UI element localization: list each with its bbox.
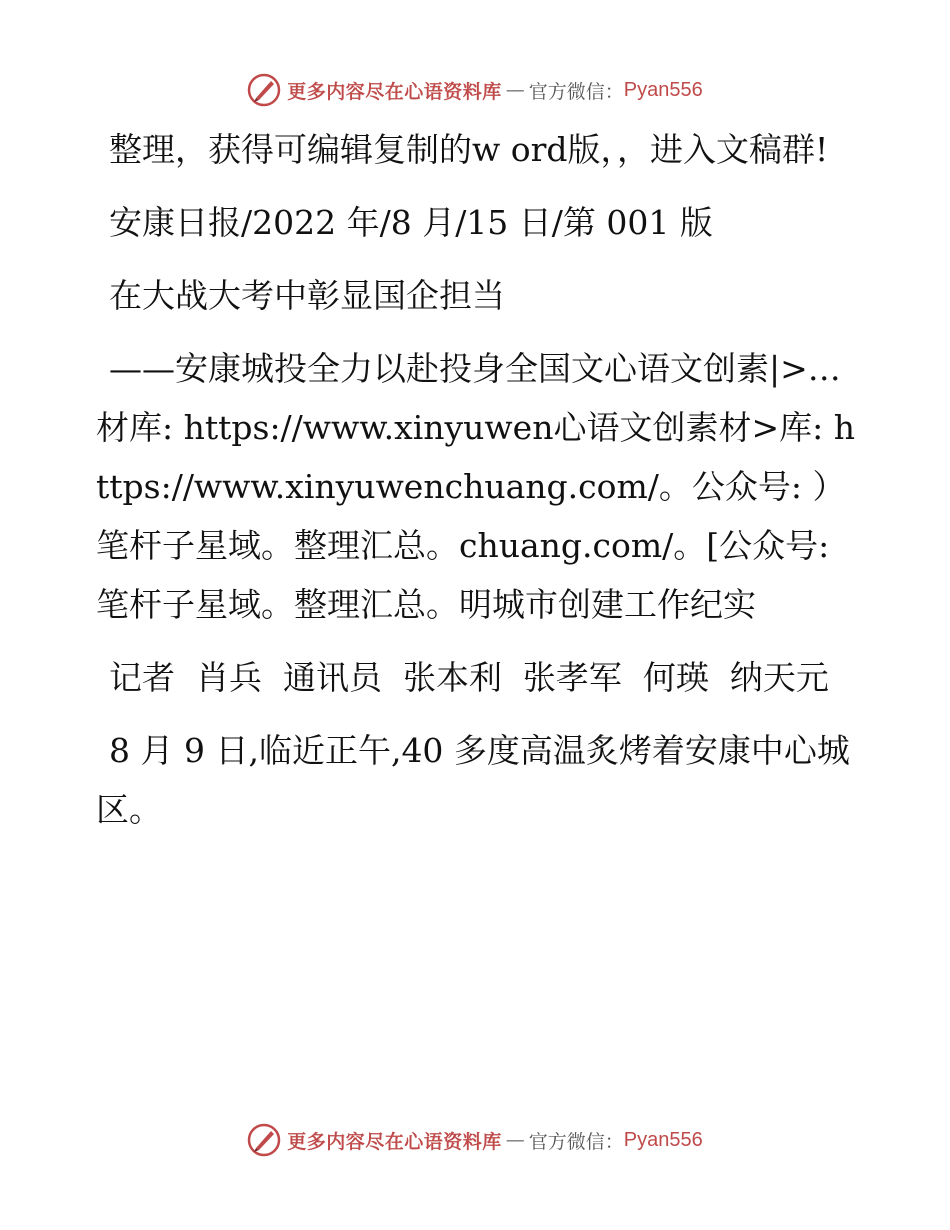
- article-title: 在大战大考中彰显国企担当: [109, 276, 505, 315]
- watermark-text: 更多内容尽在心语资料库: [287, 1130, 502, 1153]
- quill-pen-logo-icon: [247, 73, 281, 107]
- footer-watermark: [0, 1120, 950, 1160]
- quill-pen-logo-icon: [247, 1123, 281, 1157]
- document-body: [96, 120, 856, 853]
- header-watermark: [0, 70, 950, 110]
- byline: 记者 肖兵 通讯员 张本利 张孝军 何瑛 纳天元: [109, 658, 829, 697]
- source-line: 安康日报/2022 年/8 月/15 日/第 001 版: [109, 203, 713, 242]
- watermark-label: 官方微信：: [528, 1130, 624, 1153]
- watermark-label: 官方微信：: [528, 80, 624, 103]
- watermark-wechat-id: Pyan556: [623, 78, 703, 101]
- watermark-wechat-id: Pyan556: [623, 1128, 703, 1151]
- body-paragraph: 8 月 9 日,临近正午,40 多度高温炙烤着安康中心城区。: [96, 731, 850, 829]
- watermark-text: 更多内容尽在心语资料库: [287, 80, 502, 103]
- watermark-separator: —: [505, 79, 525, 101]
- watermark-separator: —: [505, 1129, 525, 1151]
- intro-paragraph: 整理，获得可编辑复制的w ord版，，进入文稿群!: [109, 130, 829, 169]
- article-subtitle: ——安康城投全力以赴投身全国文心语文创素|>…材库: https://www.xinyuwen心语文创素材>库: https://www.xinyuwenchuang.com/。公众号: ）笔杆子星域。整理汇总。chuang.com/。[公众号: 笔杆子星域。整理汇总。明城市创建工作纪实: [96, 349, 855, 624]
